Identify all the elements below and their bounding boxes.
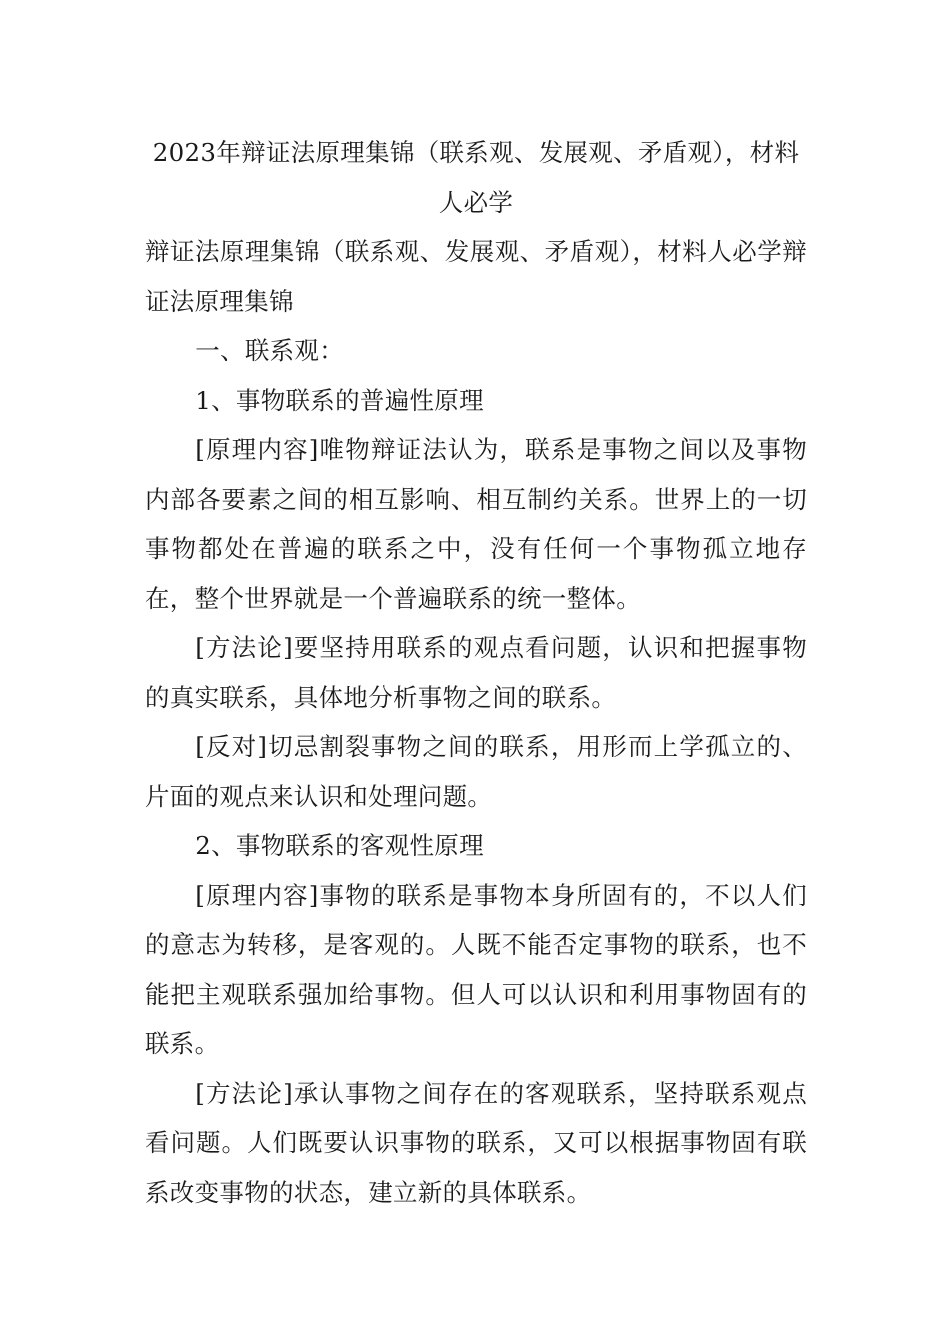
document-title: 2023年辩证法原理集锦（联系观、发展观、矛盾观），材料人必学	[152, 138, 800, 217]
item-1-principle: [原理内容]唯物辩证法认为，联系是事物之间以及事物内部各要素之间的相互影响、相互制约关系。世界上的一切事物都处在普遍的联系之中，没有任何一个事物孤立地存在，整个世界就是一个普遍联系的统一整体。	[145, 435, 807, 613]
item-1-oppose: [反对]切忌割裂事物之间的联系，用形而上学孤立的、片面的观点来认识和处理问题。	[145, 732, 807, 811]
item-1-heading: 1、事物联系的普遍性原理	[195, 385, 484, 415]
item-2-principle: [原理内容]事物的联系是事物本身所固有的，不以人们的意志为转移，是客观的。人既不能否定事物的联系，也不能把主观联系强加给事物。但人可以认识和利用事物固有的联系。	[145, 880, 807, 1058]
section-heading-connection: 一、联系观：	[195, 336, 345, 365]
document-body	[145, 128, 807, 1217]
item-1-methodology: [方法论]要坚持用联系的观点看问题，认识和把握事物的真实联系，具体地分析事物之间的联系。	[145, 633, 807, 712]
item-2-methodology: [方法论]承认事物之间存在的客观联系，坚持联系观点看问题。人们既要认识事物的联系，又可以根据事物固有联系改变事物的状态，建立新的具体联系。	[145, 1078, 807, 1207]
item-2-heading: 2、事物联系的客观性原理	[195, 831, 484, 860]
document-subtitle: 辩证法原理集锦（联系观、发展观、矛盾观），材料人必学辩证法原理集锦	[145, 237, 807, 316]
